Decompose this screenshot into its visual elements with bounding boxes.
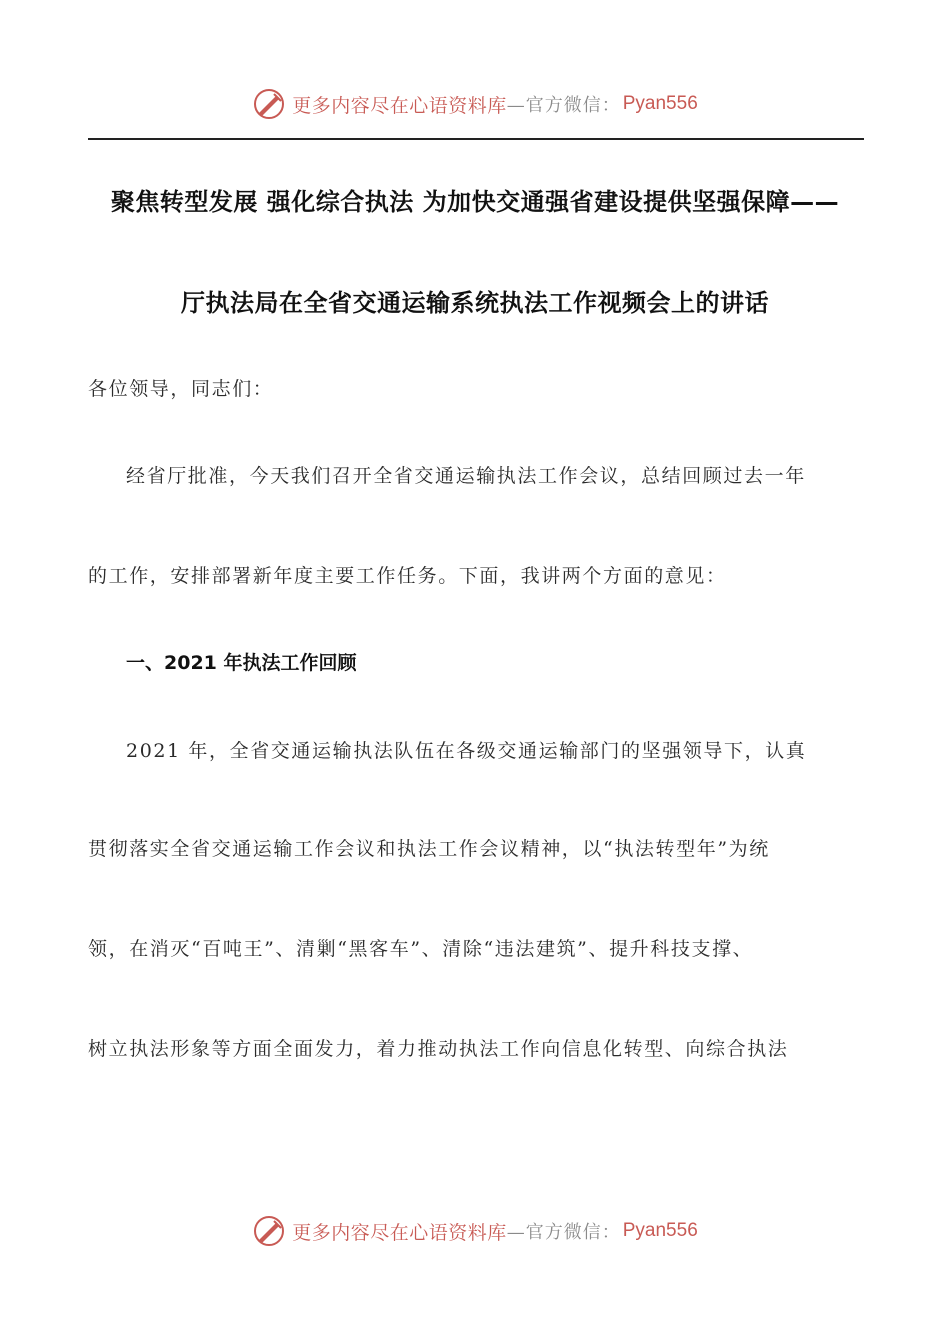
footer-watermark bbox=[0, 1211, 950, 1251]
paragraph-2-line-1: 2021 年，全省交通运输执法队伍在各级交通运输部门的坚强领导下，认真 bbox=[126, 740, 807, 762]
quill-logo-icon bbox=[252, 87, 286, 121]
paragraph-2-line-4: 树立执法形象等方面全面发力，着力推动执法工作向信息化转型、向综合执法 bbox=[88, 1038, 789, 1060]
paragraph-1-line-1: 经省厅批准，今天我们召开全省交通运输执法工作会议，总结回顾过去一年 bbox=[126, 465, 806, 487]
paragraph-1-line-2: 的工作，安排部署新年度主要工作任务。下面，我讲两个方面的意见： bbox=[88, 565, 727, 587]
watermark-sub-text: —官方微信： bbox=[506, 95, 621, 116]
quill-logo-icon bbox=[252, 1214, 286, 1248]
watermark-wechat-id: Pyan556 bbox=[622, 93, 698, 114]
salutation: 各位领导，同志们： bbox=[88, 378, 274, 400]
document-title-line2: 厅执法局在全省交通运输系统执法工作视频会上的讲话 bbox=[181, 289, 769, 317]
watermark-wechat-id: Pyan556 bbox=[622, 1220, 698, 1241]
paragraph-2-line-2: 贯彻落实全省交通运输工作会议和执法工作会议精神，以“执法转型年”为统 bbox=[88, 838, 770, 860]
watermark-main-text: 更多内容尽在心语资料库 bbox=[292, 94, 507, 117]
watermark-sub-text: —官方微信： bbox=[506, 1222, 621, 1243]
section-heading: 一、2021 年执法工作回顾 bbox=[126, 652, 357, 674]
watermark-main-text: 更多内容尽在心语资料库 bbox=[292, 1221, 507, 1244]
header-watermark bbox=[0, 84, 950, 124]
header-divider bbox=[88, 138, 864, 140]
document-title-line1: 聚焦转型发展 强化综合执法 为加快交通强省建设提供坚强保障—— bbox=[110, 188, 840, 216]
paragraph-2-line-3: 领，在消灭“百吨王”、清剿“黑客车”、清除“违法建筑”、提升科技支撑、 bbox=[88, 938, 754, 960]
